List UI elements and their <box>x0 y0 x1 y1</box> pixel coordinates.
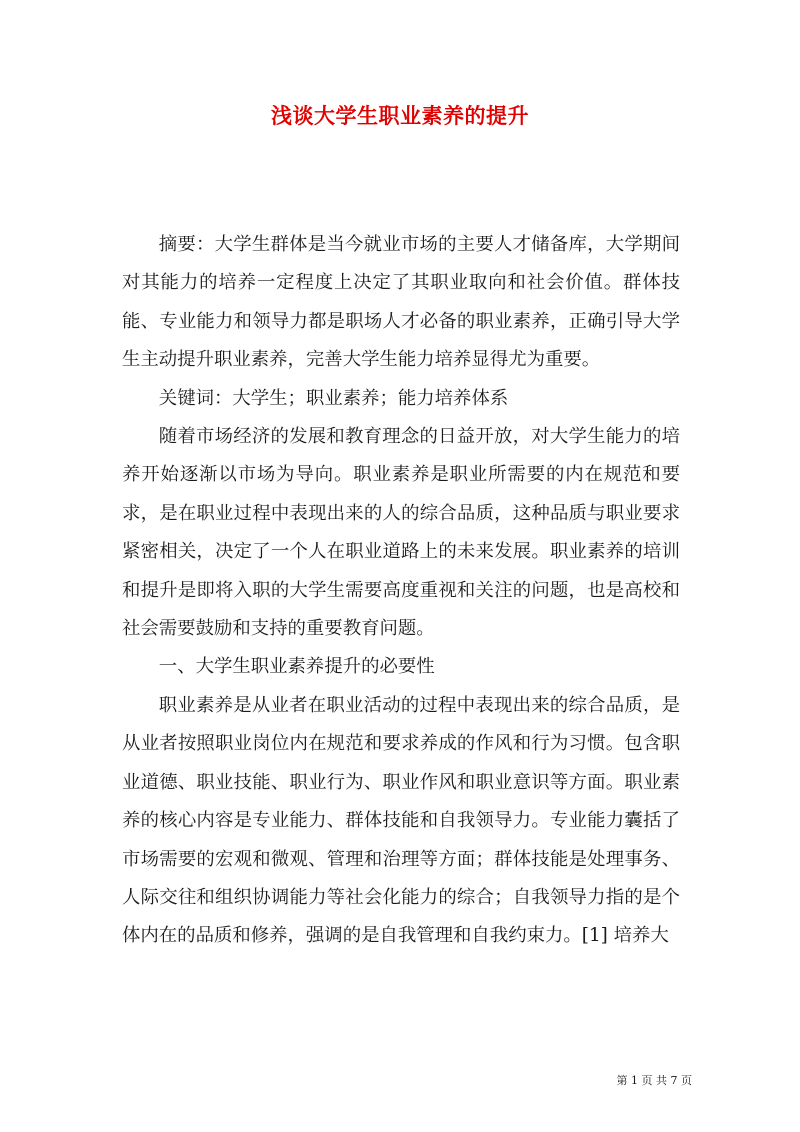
intro-paragraph: 随着市场经济的发展和教育理念的日益开放，对大学生能力的培养开始逐渐以市场为导向。职业素养是职业所需要的内在规范和要求，是在职业过程中表现出来的人的综合品质，这种品质与职业要求紧密相关，决定了一个人在职业道路上的未来发展。职业素养的培训和提升是即将入职的大学生需要高度重视和关注的问题，也是高校和社会需要鼓励和支持的重要教育问题。 <box>122 426 680 640</box>
abstract-paragraph: 摘要：大学生群体是当今就业市场的主要人才储备库，大学期间对其能力的培养一定程度上决定了其职业取向和社会价值。群体技能、专业能力和领导力都是职场人才必备的职业素养，正确引导大学生主动提升职业素养，完善大学生能力培养显得尤为重要。 <box>122 234 680 371</box>
document-body <box>122 226 680 956</box>
section-paragraph: 职业素养是从业者在职业活动的过程中表现出来的综合品质，是从业者按照职业岗位内在规范和要求养成的作风和行为习惯。包含职业道德、职业技能、职业行为、职业作风和职业意识等方面。职业素养的核心内容是专业能力、群体技能和自我领导力。专业能力囊括了市场需要的宏观和微观、管理和治理等方面；群体技能是处理事务、人际交往和组织协调能力等社会化能力的综合；自我领导力指的是个体内在的品质和修养，强调的是自我管理和自我约束力。[1] 培养大 <box>122 694 680 947</box>
keywords-paragraph: 关键词：大学生；职业素养；能力培养体系 <box>158 387 509 409</box>
section-heading: 一、大学生职业素养提升的必要性 <box>158 656 435 678</box>
document-title: 浅谈大学生职业素养的提升 <box>271 103 529 128</box>
page-number-footer: 第 1 页 共 7 页 <box>616 1074 692 1087</box>
